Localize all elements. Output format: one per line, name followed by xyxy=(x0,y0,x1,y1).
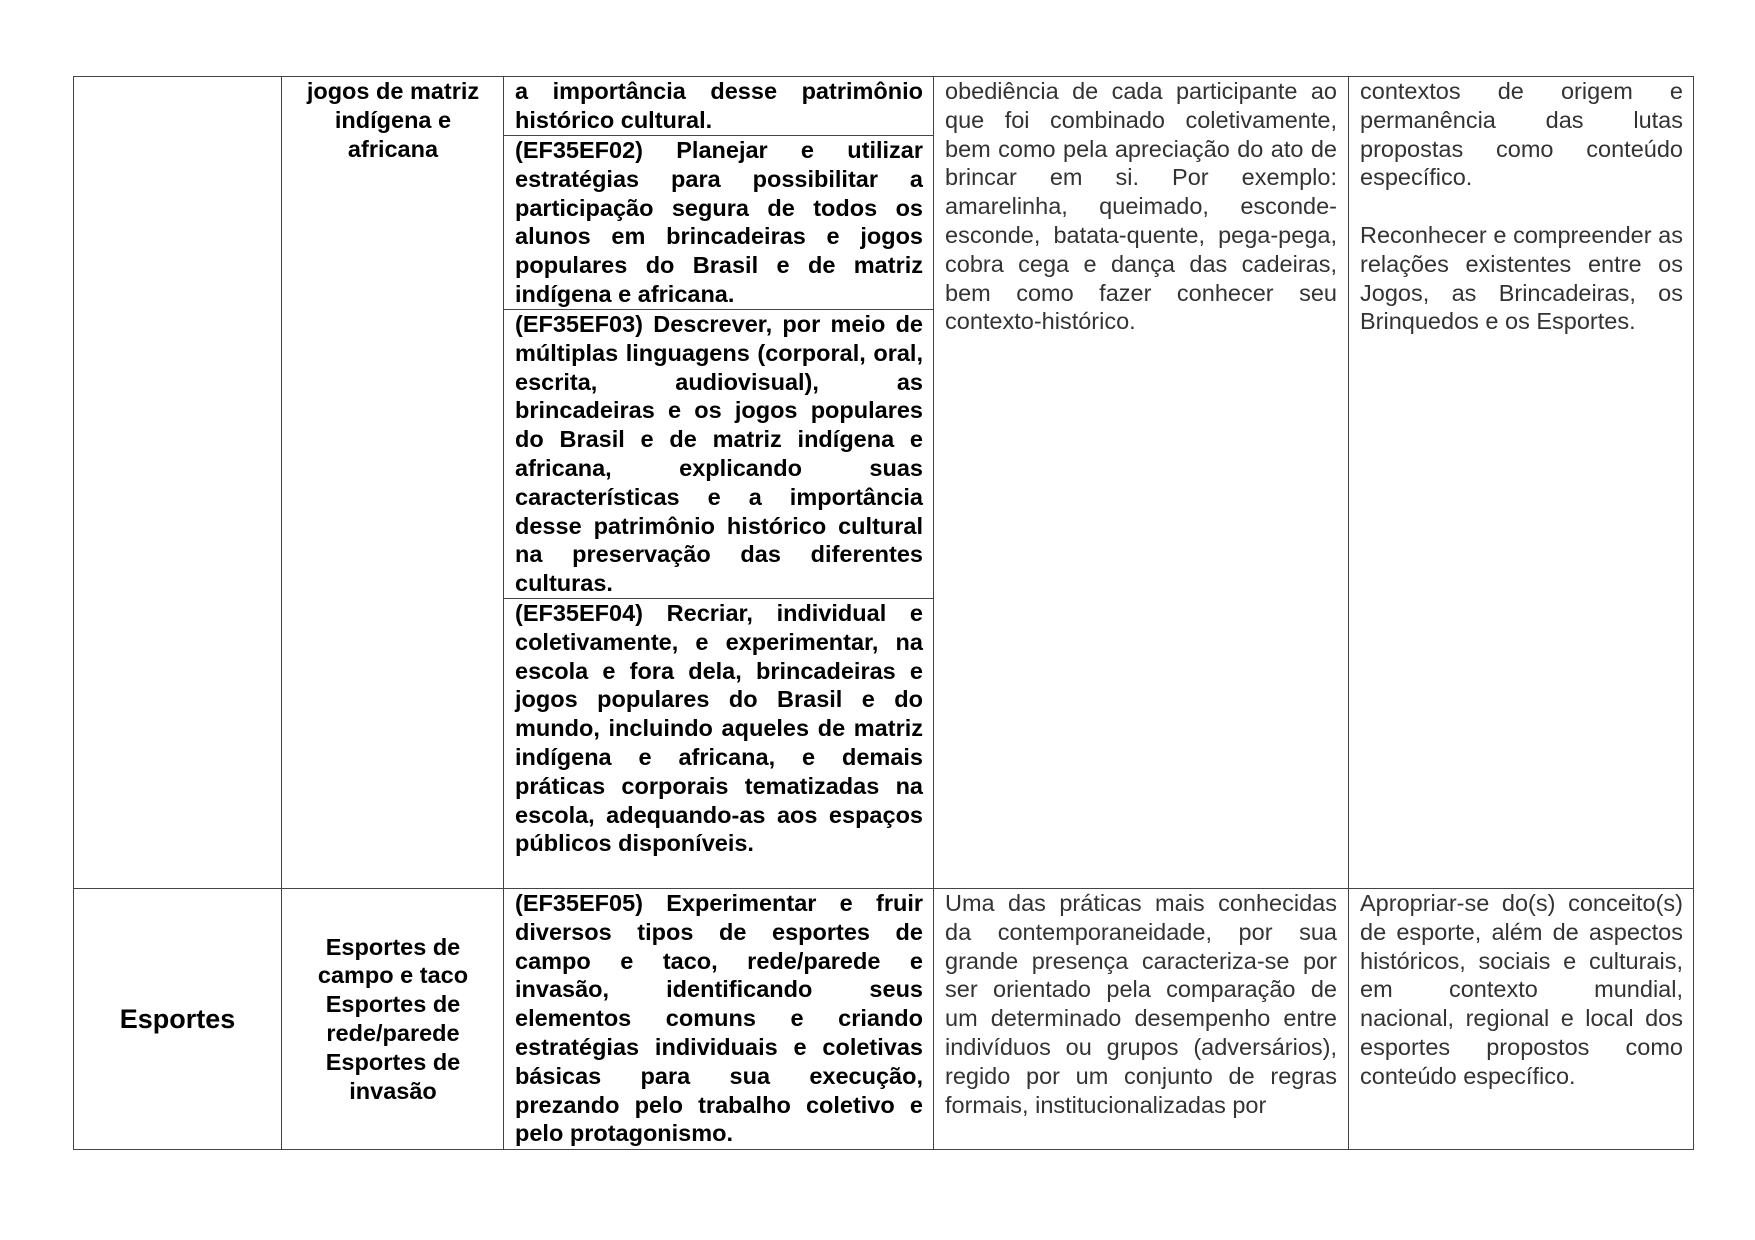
skill-text: (EF35EF02) Planejar e utilizar estratégias para possibilitar a participação segura de todos os alunos em brincadeiras e jogos populares do Brasil e de matriz indígena e africana. xyxy=(515,137,923,307)
goal-text: Apropriar-se do(s) conceito(s) de esporte, além de aspectos históricos, sociais e culturais, em contexto mundial, nacional, regional e local dos esportes propostos como conteúdo específico. xyxy=(1360,890,1683,1089)
skill-cell xyxy=(504,310,934,599)
skill-cell xyxy=(504,77,934,136)
goal-text: Reconhecer e compreender as relações existentes entre os Jogos, as Brincadeiras, os Brinquedos e os Esportes. xyxy=(1360,221,1683,335)
skill-text: (EF35EF05) Experimentar e fruir diversos tipos de esportes de campo e taco, rede/parede e invasão, identificando seus elementos comuns e criando estratégias individuais e coletivas básicas para sua execução, prezando pelo trabalho coletivo e pelo protagonismo. xyxy=(515,890,923,1147)
skill-text: a importância desse patrimônio histórico cultural. xyxy=(515,78,923,133)
object-of-knowledge-text: Esportes de campo e taco xyxy=(317,933,469,989)
skill-text: (EF35EF04) Recriar, individual e coletivamente, e experimentar, na escola e fora dela, brincadeiras e jogos populares do Brasil e do mundo, incluindo aqueles de matriz indígena e africana, e demais práticas corporais tematizadas na escola, adequando-as aos espaços públicos disponíveis. xyxy=(515,600,923,857)
skill-cell xyxy=(504,599,934,889)
curriculum-table xyxy=(73,76,1694,1150)
object-of-knowledge-text: Esportes de rede/parede xyxy=(325,991,461,1046)
skill-cell xyxy=(504,889,934,1150)
paragraph-gap xyxy=(1360,192,1683,221)
goal-text: contextos de origem e permanência das lutas propostas como conteúdo específico. xyxy=(1360,78,1683,191)
unit-label: Esportes xyxy=(119,1003,236,1034)
object-of-knowledge-cell xyxy=(282,889,504,1150)
object-of-knowledge-text: jogos de matriz indígena e africana xyxy=(306,78,480,162)
skill-text: (EF35EF03) Descrever, por meio de múltiplas linguagens (corporal, oral, escrita, audiovisual), as brincadeiras e os jogos populares do Brasil e de matriz indígena e africana, explicando suas características e a importância desse patrimônio histórico cultural na preservação das diferentes culturas. xyxy=(515,311,923,597)
object-of-knowledge-text: Esportes de invasão xyxy=(325,1048,461,1104)
unit-cell-empty xyxy=(74,77,282,889)
object-of-knowledge-cell xyxy=(282,77,504,889)
unit-cell xyxy=(74,889,282,1150)
description-text: Uma das práticas mais conhecidas da contemporaneidade, por sua grande presença caracteriza-se por ser orientado pela comparação de um determinado desempenho entre indivíduos ou grupos (adversários), regido por um conjunto de regras formais, institucionalizadas por xyxy=(945,890,1337,1118)
description-cell xyxy=(934,77,1349,889)
goals-cell xyxy=(1349,889,1694,1150)
description-text: obediência de cada participante ao que foi combinado coletivamente, bem como pela apreciação do ato de brincar em si. Por exemplo: amarelinha, queimado, esconde-esconde, batata-quente, pega-pega, cobra cega e dança das cadeiras, bem como fazer conhecer seu contexto-histórico. xyxy=(945,78,1337,335)
description-cell xyxy=(934,889,1349,1150)
skill-cell xyxy=(504,136,934,310)
goals-cell xyxy=(1349,77,1694,889)
